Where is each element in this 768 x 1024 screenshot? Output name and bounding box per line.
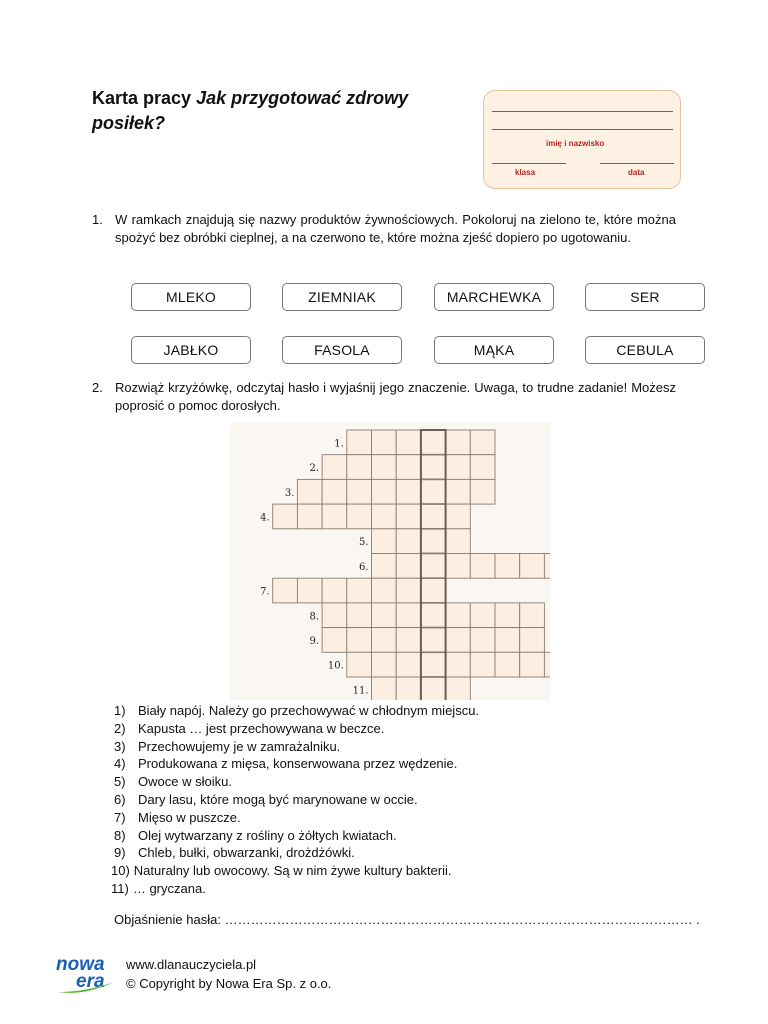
clue-7: 7) Mięso w puszcze.: [114, 809, 241, 825]
crossword-key-cell[interactable]: [421, 504, 446, 529]
clue-10: 10) Naturalny lub owocowy. Są w nim żywe kultury bakterii.: [111, 863, 452, 879]
clue-9: 9) Chleb, bułki, obwarzanki, drożdżówki.: [114, 845, 355, 861]
crossword-cell[interactable]: [470, 430, 495, 455]
crossword-cell[interactable]: [297, 504, 322, 529]
crossword-row-number: 1.: [334, 438, 344, 450]
crossword-key-cell[interactable]: [421, 479, 446, 504]
crossword-cell[interactable]: [396, 578, 421, 603]
clue-2: 2) Kapusta … jest przechowywana w beczce.: [114, 720, 385, 736]
class-line[interactable]: [492, 163, 566, 164]
name-line-2[interactable]: [492, 129, 673, 130]
page-title: Karta pracy Jak przygotować zdrowy posiłek?: [92, 88, 409, 133]
crossword-key-cell[interactable]: [421, 554, 446, 579]
crossword-cell[interactable]: [520, 554, 545, 579]
nowa-era-logo: [54, 952, 116, 996]
crossword-cell[interactable]: [347, 504, 372, 529]
crossword-cell[interactable]: [544, 652, 550, 677]
crossword-cell[interactable]: [322, 455, 347, 480]
crossword-row-number: 11.: [352, 685, 369, 697]
crossword-cell[interactable]: [372, 430, 397, 455]
crossword-key-cell[interactable]: [421, 628, 446, 653]
crossword-cell[interactable]: [520, 603, 545, 628]
product-box-mleko[interactable]: MLEKO: [131, 283, 251, 311]
task-2-text: Rozwiąż krzyżówkę, odczytaj hasło i wyjaśnij jego znaczenie. Uwaga, to trudne zadanie! Możesz poprosić o pomoc dorosłych.: [115, 380, 676, 413]
logo-word-nowa: nowa: [56, 954, 105, 975]
crossword-cell[interactable]: [372, 652, 397, 677]
product-box-ziemniak[interactable]: ZIEMNIAK: [282, 283, 402, 311]
product-box-jablko[interactable]: JABŁKO: [131, 336, 251, 364]
crossword-cell[interactable]: [396, 603, 421, 628]
crossword-cell[interactable]: [347, 479, 372, 504]
crossword-cell[interactable]: [495, 603, 520, 628]
footer-website[interactable]: www.dlanauczyciela.pl: [126, 957, 257, 972]
date-line[interactable]: [600, 163, 674, 164]
product-box-cebula[interactable]: CEBULA: [585, 336, 705, 364]
crossword-cell[interactable]: [347, 628, 372, 653]
product-box-fasola[interactable]: FASOLA: [282, 336, 402, 364]
explanation-line[interactable]: Objaśnienie hasła: ……………………………………………………………………………………………… .: [114, 912, 700, 927]
name-label: imię i nazwisko: [546, 139, 605, 148]
crossword-cell[interactable]: [372, 628, 397, 653]
crossword-row-number: 5.: [358, 537, 369, 549]
crossword-cell[interactable]: [446, 628, 471, 653]
crossword-row-number: 6.: [358, 561, 369, 573]
crossword-cell[interactable]: [396, 455, 421, 480]
clue-5: 5) Owoce w słoiku.: [114, 774, 232, 790]
crossword-cell[interactable]: [322, 578, 347, 603]
crossword-cell[interactable]: [470, 652, 495, 677]
crossword-cell[interactable]: [446, 504, 471, 529]
footer: [126, 955, 331, 993]
name-card: [483, 90, 681, 189]
crossword-key-cell[interactable]: [421, 430, 446, 455]
crossword-cell[interactable]: [446, 677, 471, 700]
crossword-key-cell[interactable]: [421, 529, 446, 554]
crossword-cell[interactable]: [396, 529, 421, 554]
crossword-cell[interactable]: [446, 554, 471, 579]
crossword-row-number: 3.: [284, 487, 295, 499]
crossword-cell[interactable]: [396, 628, 421, 653]
crossword-cell[interactable]: [544, 554, 550, 579]
crossword-cell[interactable]: [495, 628, 520, 653]
crossword-cell[interactable]: [322, 479, 347, 504]
footer-copyright: © Copyright by Nowa Era Sp. z o.o.: [126, 976, 332, 991]
clue-8: 8) Olej wytwarzany z rośliny o żółtych kwiatach.: [114, 827, 397, 843]
clue-6: 6) Dary lasu, które mogą być marynowane w occie.: [114, 791, 418, 807]
crossword-cell[interactable]: [347, 430, 372, 455]
crossword-cell[interactable]: [470, 603, 495, 628]
crossword-clues: [111, 702, 480, 898]
crossword-cell[interactable]: [322, 603, 347, 628]
crossword-cell[interactable]: [396, 504, 421, 529]
product-box-maka[interactable]: MĄKA: [434, 336, 554, 364]
crossword-cell[interactable]: [322, 504, 347, 529]
crossword-row-number: 7.: [260, 586, 270, 598]
crossword: [230, 422, 550, 700]
task-2: [92, 379, 676, 415]
crossword-cell[interactable]: [347, 603, 372, 628]
crossword-cell[interactable]: [520, 628, 545, 653]
crossword-cell[interactable]: [347, 652, 372, 677]
crossword-cell[interactable]: [470, 455, 495, 480]
crossword-cell[interactable]: [470, 554, 495, 579]
crossword-cell[interactable]: [446, 430, 471, 455]
class-label: klasa: [515, 168, 536, 177]
crossword-cell[interactable]: [495, 652, 520, 677]
logo-word-era: era: [76, 971, 105, 992]
crossword-cell[interactable]: [372, 455, 397, 480]
crossword-row-number: 9.: [309, 635, 320, 647]
crossword-cell[interactable]: [446, 603, 471, 628]
crossword-key-cell[interactable]: [421, 677, 446, 700]
crossword-cell[interactable]: [372, 677, 397, 700]
crossword-cell[interactable]: [372, 529, 397, 554]
crossword-row-number: 2.: [309, 463, 320, 475]
crossword-cell[interactable]: [520, 652, 545, 677]
date-label: data: [628, 168, 645, 177]
crossword-cell[interactable]: [347, 455, 372, 480]
crossword-cell[interactable]: [470, 628, 495, 653]
clue-1: 1) Biały napój. Należy go przechowywać w chłodnym miejscu.: [114, 703, 480, 718]
crossword-cell[interactable]: [347, 578, 372, 603]
crossword-row-number: 4.: [260, 512, 270, 524]
task-2-number: 2.: [92, 380, 103, 395]
crossword-row-number: 8.: [309, 611, 320, 623]
crossword-cell[interactable]: [446, 529, 471, 554]
crossword-cell[interactable]: [396, 554, 421, 579]
crossword-key-cell[interactable]: [421, 455, 446, 480]
crossword-key-cell[interactable]: [421, 603, 446, 628]
crossword-cell[interactable]: [297, 578, 322, 603]
clue-4: 4) Produkowana z mięsa, konserwowana przez wędzenie.: [114, 756, 458, 772]
crossword-cell[interactable]: [273, 578, 298, 603]
task-1-text: W ramkach znajdują się nazwy produktów żywnościowych. Pokoloruj na zielono te, które można spożyć bez obróbki cieplnej, a na czerwono te, które można zjeść dopiero po ugotowaniu.: [115, 212, 676, 245]
crossword-cell[interactable]: [297, 479, 322, 504]
crossword-cell[interactable]: [396, 652, 421, 677]
crossword-cell[interactable]: [372, 504, 397, 529]
crossword-cell[interactable]: [396, 677, 421, 700]
crossword-cell[interactable]: [396, 430, 421, 455]
clue-11: 11) … gryczana.: [111, 880, 206, 896]
crossword-cell[interactable]: [446, 479, 471, 504]
product-box-ser[interactable]: SER: [585, 283, 705, 311]
task-1: [92, 211, 676, 247]
crossword-key-cell[interactable]: [421, 652, 446, 677]
crossword-cell[interactable]: [372, 479, 397, 504]
crossword-cell[interactable]: [372, 603, 397, 628]
crossword-cell[interactable]: [273, 504, 298, 529]
crossword-cell[interactable]: [495, 554, 520, 579]
crossword-cell[interactable]: [372, 578, 397, 603]
task-1-number: 1.: [92, 212, 103, 227]
product-box-marchewka[interactable]: MARCHEWKA: [434, 283, 554, 311]
crossword-cell[interactable]: [470, 479, 495, 504]
crossword-cell[interactable]: [446, 455, 471, 480]
clue-3: 3) Przechowujemy je w zamrażalniku.: [114, 738, 341, 754]
crossword-row-number: 10.: [327, 660, 344, 672]
crossword-cell[interactable]: [322, 628, 347, 653]
crossword-key-cell[interactable]: [421, 578, 446, 603]
crossword-cell[interactable]: [372, 554, 397, 579]
name-line-1[interactable]: [492, 111, 673, 112]
crossword-cell[interactable]: [446, 652, 471, 677]
crossword-cell[interactable]: [396, 479, 421, 504]
